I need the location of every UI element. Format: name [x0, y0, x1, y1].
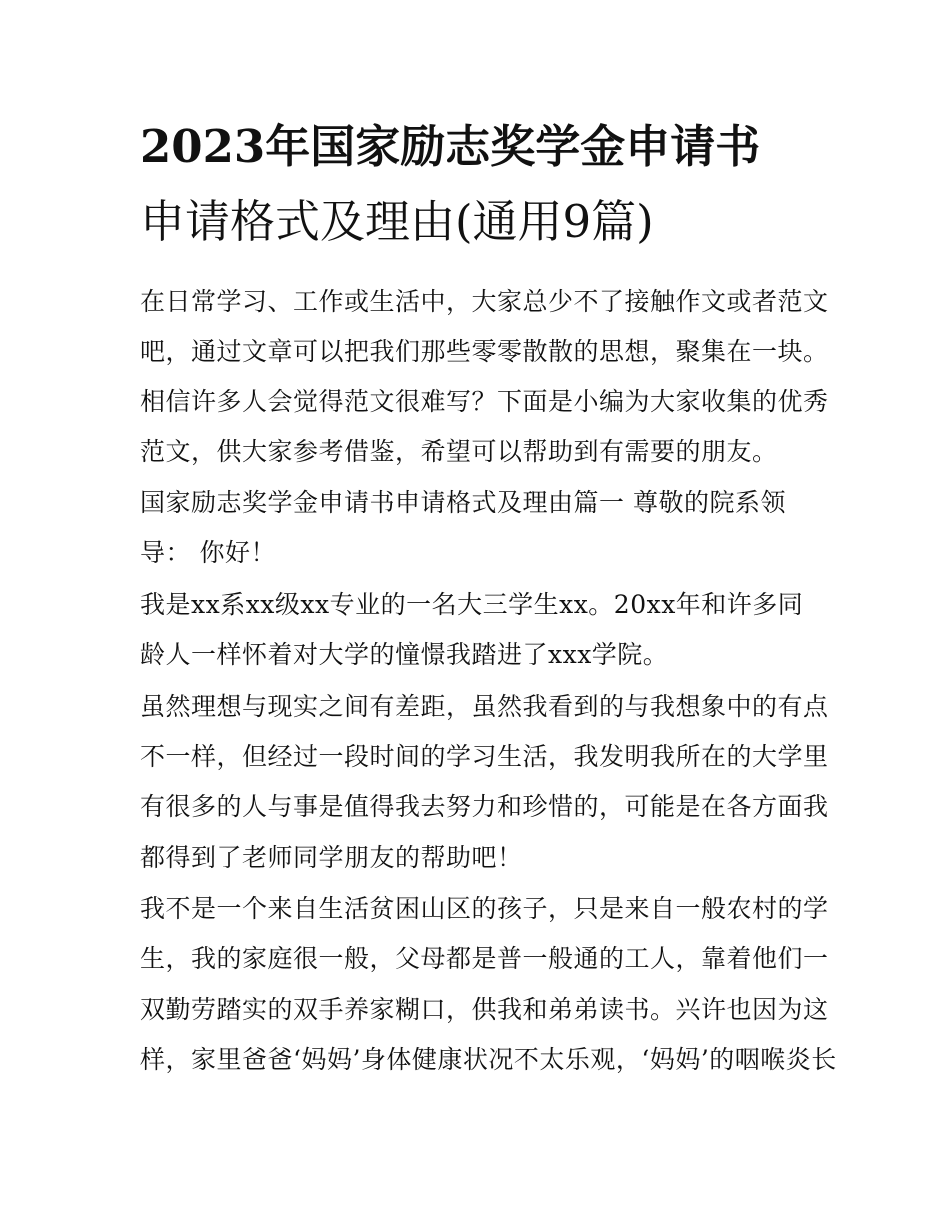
body-line-3: 相信许多人会觉得范文很难写？下面是小编为大家收集的优秀	[140, 387, 829, 416]
body-line-9: 虽然理想与现实之间有差距，虽然我看到的与我想象中的有点	[140, 692, 829, 721]
body-line-16: 样，家里爸爸‘妈妈’身体健康状况不太乐观，‘妈妈’的咽喉炎长	[140, 1045, 837, 1074]
body-line-2: 吧，通过文章可以把我们那些零零散散的思想，聚集在一块。	[140, 337, 829, 366]
body-line-4: 范文，供大家参考借鉴，希望可以帮助到有需要的朋友。	[140, 437, 778, 466]
body-line-13: 我不是一个来自生活贫困山区的孩子，只是来自一般农村的学	[140, 894, 829, 923]
body-line-5: 国家励志奖学金申请书申请格式及理由篇一 尊敬的院系领	[140, 488, 786, 517]
body-line-8: 龄人一样怀着对大学的憧憬我踏进了xxx学院。	[140, 640, 669, 669]
body-line-1: 在日常学习、工作或生活中，大家总少不了接触作文或者范文	[140, 287, 829, 316]
body-line-6: 导： 你好！	[140, 538, 276, 567]
document-title-line-1: 2023年国家励志奖学金申请书	[140, 120, 761, 173]
body-line-12: 都得到了老师同学朋友的帮助吧！	[140, 843, 523, 872]
body-line-10: 不一样，但经过一段时间的学习生活，我发明我所在的大学里	[140, 742, 829, 771]
body-line-15: 双勤劳踏实的双手养家糊口，供我和弟弟读书。兴许也因为这	[140, 995, 829, 1024]
body-line-7: 我是xx系xx级xx专业的一名大三学生xx。20xx年和许多同	[140, 590, 804, 619]
body-line-11: 有很多的人与事是值得我去努力和珍惜的，可能是在各方面我	[140, 792, 829, 821]
body-line-14: 生，我的家庭很一般，父母都是普一般通的工人，靠着他们一	[140, 944, 829, 973]
document-title-line-2: 申请格式及理由(通用9篇)	[140, 195, 654, 248]
